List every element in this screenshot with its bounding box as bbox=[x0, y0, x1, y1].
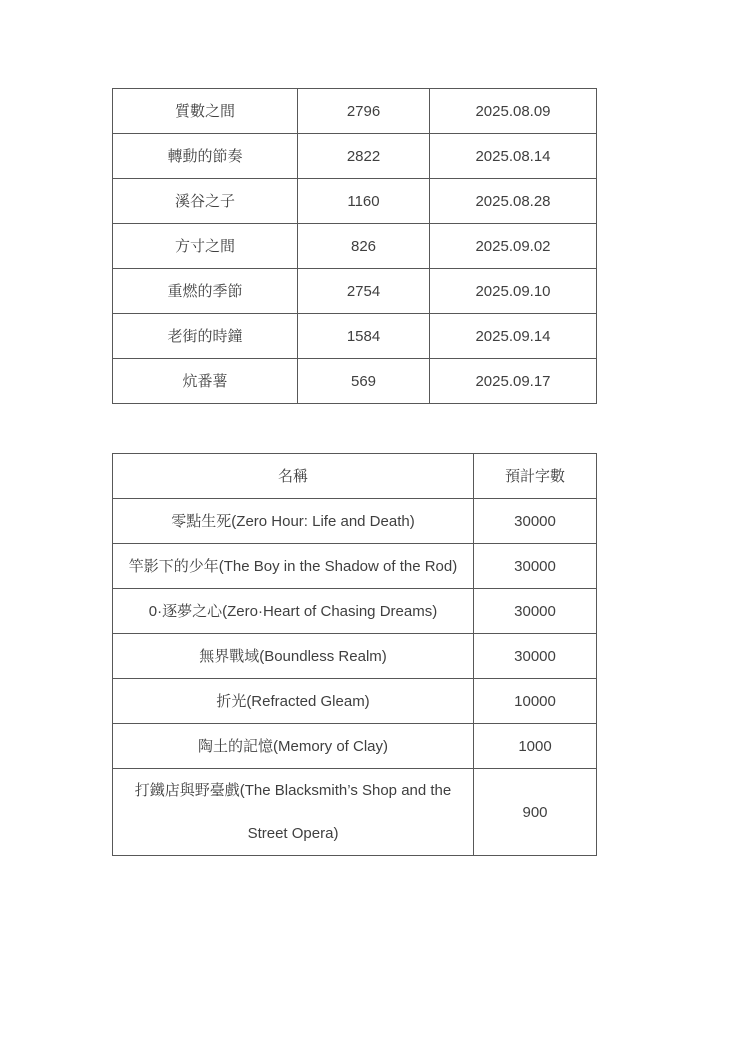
table-row bbox=[113, 544, 597, 589]
table-row bbox=[113, 724, 597, 769]
work-name-cell: 折光(Refracted Gleam) bbox=[113, 679, 474, 724]
table-header-row bbox=[113, 454, 597, 499]
word-count-column-header: 預計字數 bbox=[474, 454, 597, 499]
work-name-cell: 打鐵店與野臺戲(The Blacksmith’s Shop and the Street Opera) bbox=[113, 769, 474, 856]
work-name-cell: 竿影下的少年(The Boy in the Shadow of the Rod) bbox=[113, 544, 474, 589]
table-row bbox=[113, 769, 597, 856]
work-title-cell: 轉動的節奏 bbox=[113, 134, 298, 179]
work-title-cell: 炕番薯 bbox=[113, 359, 298, 404]
word-count-cell: 826 bbox=[298, 224, 430, 269]
date-cell: 2025.09.02 bbox=[430, 224, 597, 269]
table-row bbox=[113, 589, 597, 634]
table-row bbox=[113, 499, 597, 544]
planned-word-count-cell: 10000 bbox=[474, 679, 597, 724]
table-row bbox=[113, 179, 597, 224]
date-cell: 2025.08.28 bbox=[430, 179, 597, 224]
date-cell: 2025.09.14 bbox=[430, 314, 597, 359]
work-title-cell: 溪谷之子 bbox=[113, 179, 298, 224]
work-title-cell: 質數之間 bbox=[113, 89, 298, 134]
table-row bbox=[113, 224, 597, 269]
table-row bbox=[113, 314, 597, 359]
table-row bbox=[113, 89, 597, 134]
word-count-cell: 2796 bbox=[298, 89, 430, 134]
planned-word-count-cell: 1000 bbox=[474, 724, 597, 769]
work-title-cell: 重燃的季節 bbox=[113, 269, 298, 314]
word-count-cell: 1160 bbox=[298, 179, 430, 224]
work-name-cell: 0·逐夢之心(Zero·Heart of Chasing Dreams) bbox=[113, 589, 474, 634]
work-name-cell: 零點生死(Zero Hour: Life and Death) bbox=[113, 499, 474, 544]
date-cell: 2025.08.09 bbox=[430, 89, 597, 134]
date-cell: 2025.08.14 bbox=[430, 134, 597, 179]
planned-works-table bbox=[112, 453, 597, 856]
date-cell: 2025.09.10 bbox=[430, 269, 597, 314]
work-title-cell: 老街的時鐘 bbox=[113, 314, 298, 359]
planned-word-count-cell: 30000 bbox=[474, 544, 597, 589]
table-row bbox=[113, 269, 597, 314]
name-column-header: 名稱 bbox=[113, 454, 474, 499]
planned-word-count-cell: 30000 bbox=[474, 499, 597, 544]
work-name-cell: 無界戰域(Boundless Realm) bbox=[113, 634, 474, 679]
planned-word-count-cell: 30000 bbox=[474, 634, 597, 679]
work-name-cell: 陶土的記憶(Memory of Clay) bbox=[113, 724, 474, 769]
word-count-cell: 569 bbox=[298, 359, 430, 404]
word-count-cell: 2822 bbox=[298, 134, 430, 179]
planned-word-count-cell: 900 bbox=[474, 769, 597, 856]
date-cell: 2025.09.17 bbox=[430, 359, 597, 404]
table-row bbox=[113, 634, 597, 679]
table-row bbox=[113, 359, 597, 404]
word-count-cell: 1584 bbox=[298, 314, 430, 359]
work-title-cell: 方寸之間 bbox=[113, 224, 298, 269]
table-row bbox=[113, 679, 597, 724]
planned-word-count-cell: 30000 bbox=[474, 589, 597, 634]
daily-log-table bbox=[112, 88, 597, 404]
table-row bbox=[113, 134, 597, 179]
word-count-cell: 2754 bbox=[298, 269, 430, 314]
